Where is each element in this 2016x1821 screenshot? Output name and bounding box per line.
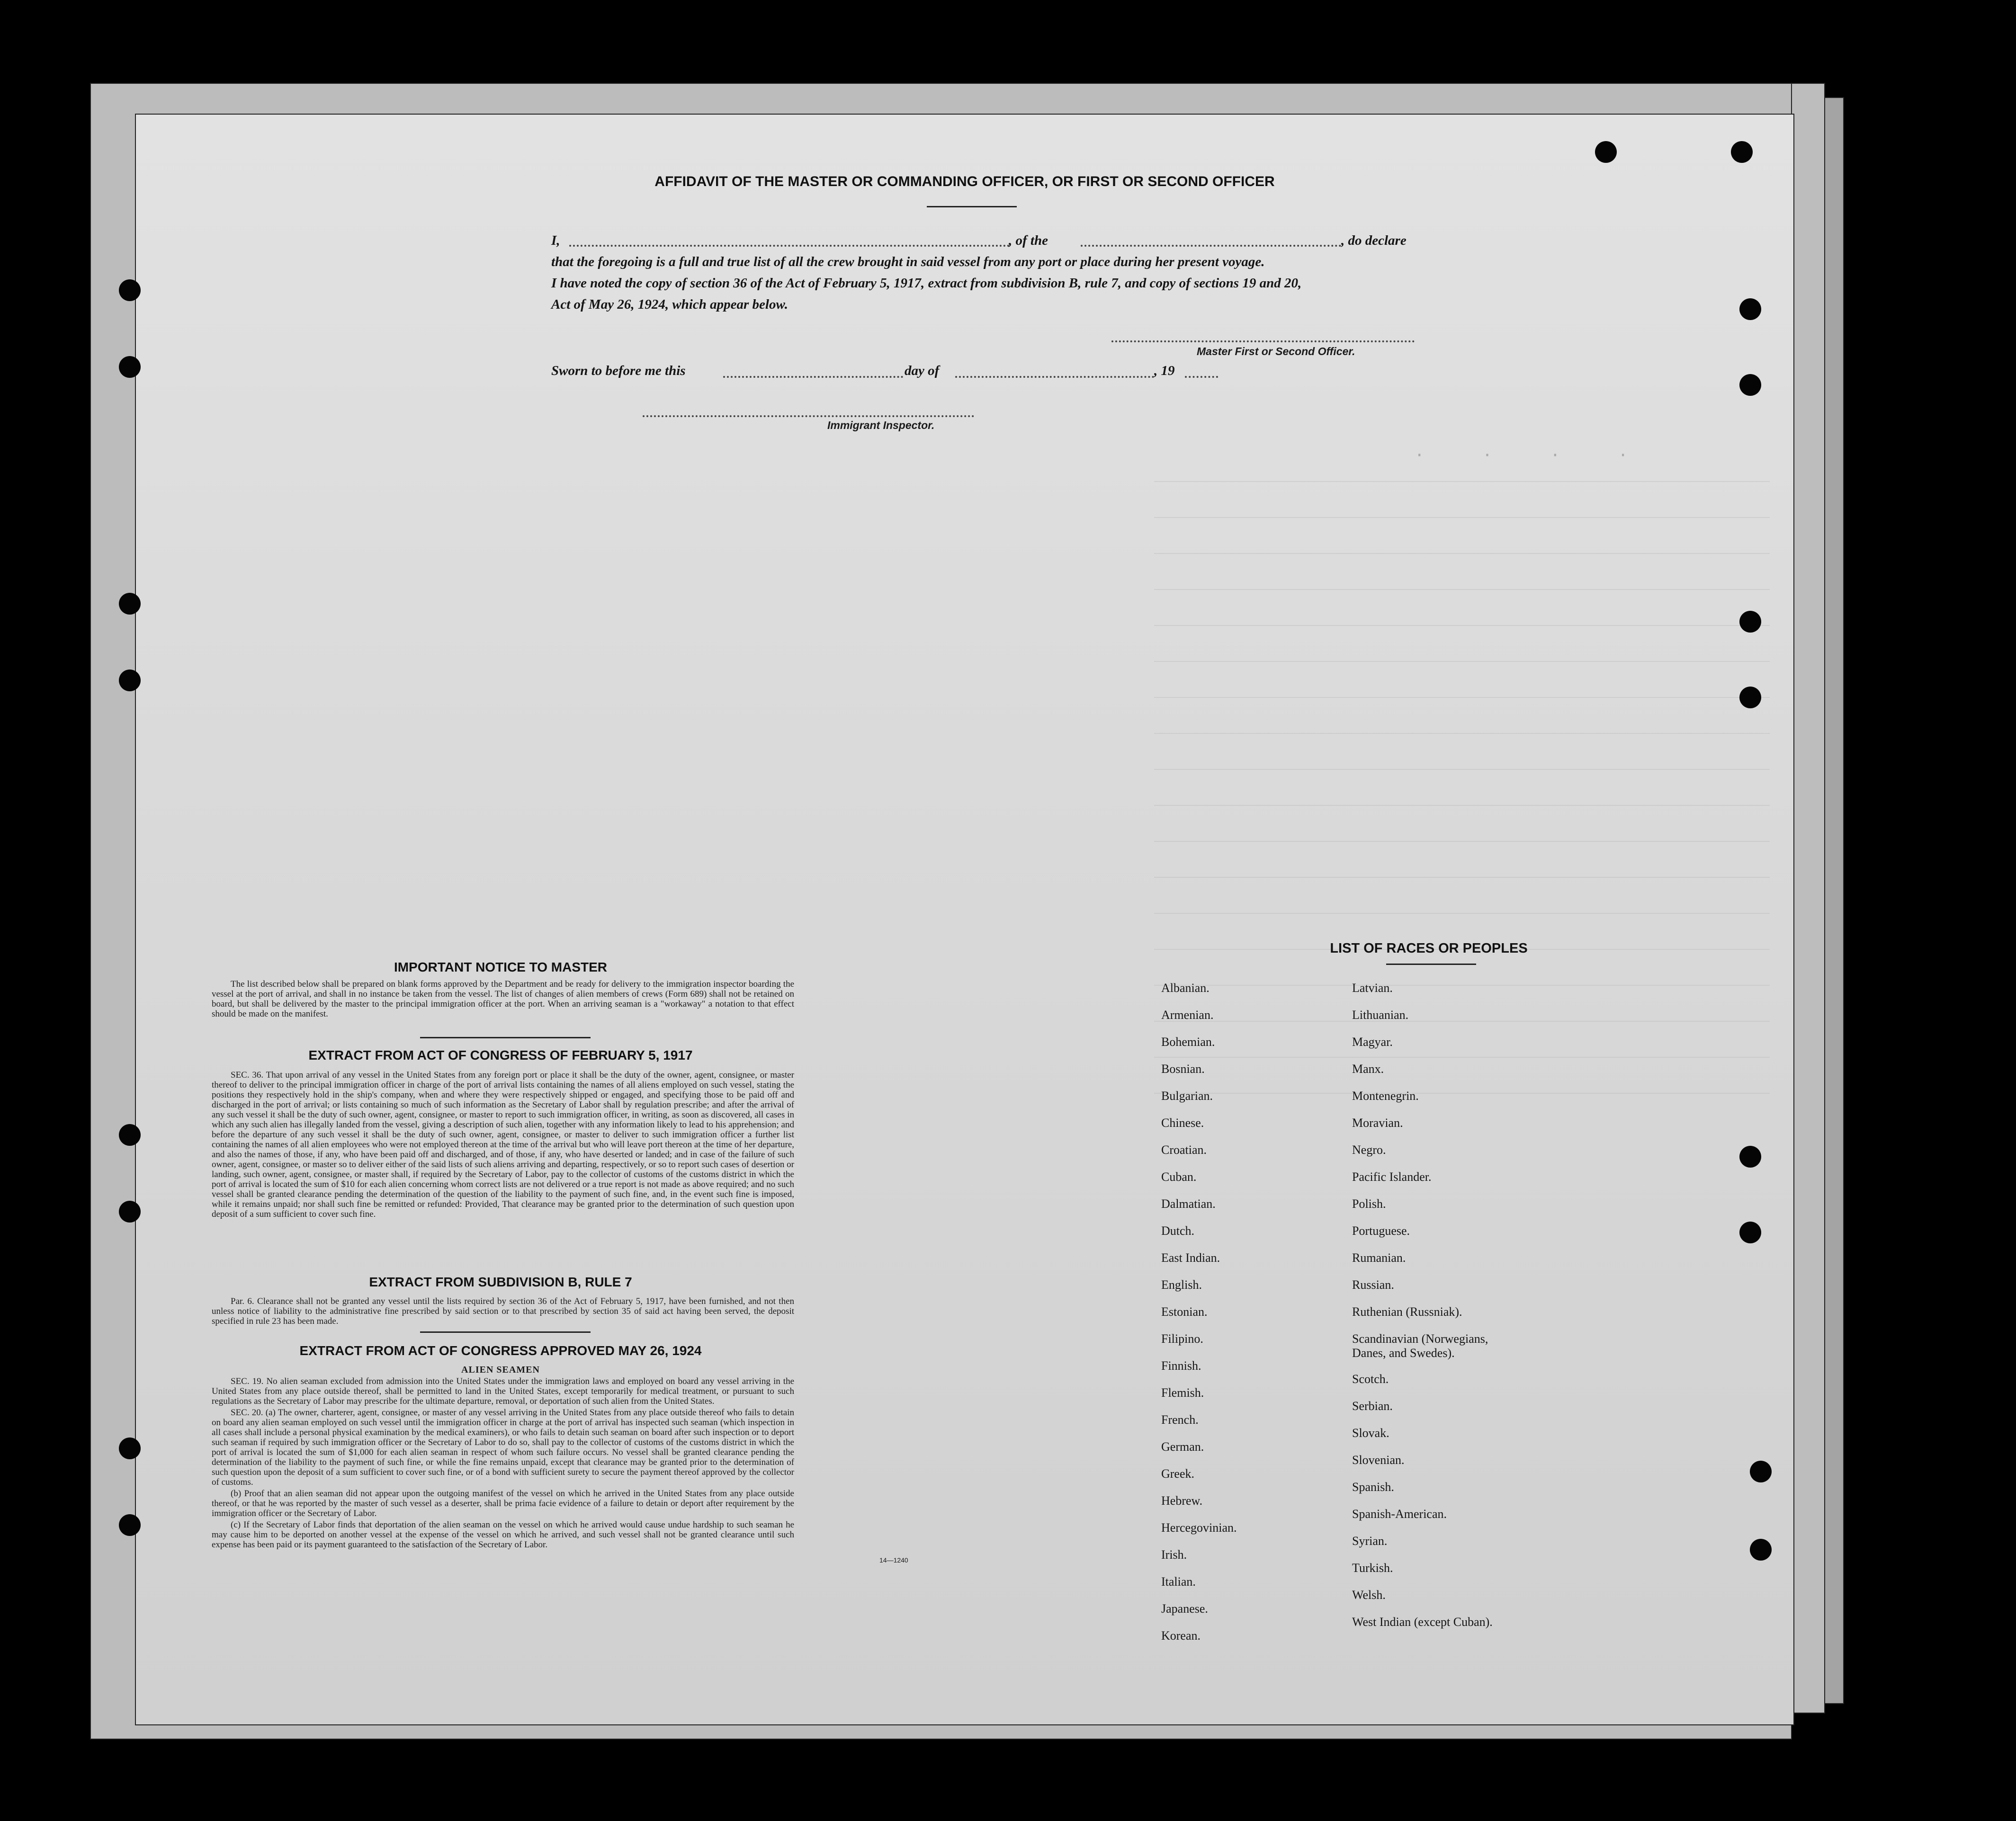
race-item: Japanese. <box>1161 1602 1208 1616</box>
binder-hole <box>1731 141 1753 163</box>
binder-hole <box>1739 611 1761 633</box>
race-item: Dalmatian. <box>1161 1197 1216 1211</box>
race-item: Filipino. <box>1161 1332 1203 1346</box>
race-item: Estonian. <box>1161 1305 1208 1319</box>
affidavit-line-4: Act of May 26, 1924, which appear below. <box>551 297 788 312</box>
race-item: Slovak. <box>1352 1426 1389 1440</box>
divider <box>420 1331 591 1333</box>
binder-hole <box>119 593 141 615</box>
race-item: German. <box>1161 1440 1204 1454</box>
inspector-signature-line[interactable] <box>643 415 974 417</box>
divider <box>420 1037 591 1038</box>
race-item: Polish. <box>1352 1197 1386 1211</box>
race-item: Cuban. <box>1161 1170 1197 1184</box>
affidavit-declare: , do declare <box>1341 233 1407 248</box>
sworn-label: Sworn to before me this <box>551 363 686 378</box>
race-item: Scandinavian (Norwegians, Danes, and Swedes). <box>1352 1332 1488 1360</box>
race-item: Bosnian. <box>1161 1062 1205 1076</box>
race-item: Magyar. <box>1352 1035 1393 1049</box>
affidavit-title: AFFIDAVIT OF THE MASTER OR COMMANDING OFFICER, OR FIRST OR SECOND OFFICER <box>654 174 1275 189</box>
races-right-column <box>1352 981 1523 1642</box>
race-item: Armenian. <box>1161 1008 1214 1022</box>
extract-rule7-title: EXTRACT FROM SUBDIVISION B, RULE 7 <box>369 1275 632 1289</box>
affidavit-line-2: that the foregoing is a full and true list of all the crew brought in said vessel from any port or place during her present voyage. <box>551 254 1265 269</box>
binder-hole <box>119 669 141 691</box>
race-item: Flemish. <box>1161 1386 1204 1400</box>
race-item: Moravian. <box>1352 1116 1403 1130</box>
affidavit-line-3: I have noted the copy of section 36 of the Act of February 5, 1917, extract from subdivision B, rule 7, and copy of sections 19 and 20, <box>551 276 1302 291</box>
race-item: Manx. <box>1352 1062 1384 1076</box>
binder-hole <box>1750 1539 1772 1561</box>
year-label: , 19 <box>1154 363 1175 378</box>
extract-1917-text: SEC. 36. That upon arrival of any vessel in the United States from any foreign port or place it shall be the duty of the owner, agent, consignee, or master thereof to deliver to the principal immigration officer in charge of the port of arrival lists containing the names of all aliens employed on such vessel, stating the positions they respectively hold in the ship's company, when and where they were respectively shipped or engaged, and specifying those to be paid off and discharged in the port of arrival; or lists containing so much of such information as the Secretary of Labor shall by regulation prescribe; and after the arrival of any such vessel it shall be the duty of such owner, agent, consignee, or master to report to such immigration officer, in writing, as soon as discovered, all cases in which any such alien has illegally landed from the vessel, giving a description of such alien, together with any information likely to lead to his apprehension; and before the departure of any such vessel it shall be the duty of such owner, agent, consignee, or master to deliver to such immigration officer a further list containing the names of all alien employees who were not employed thereon at the time of the arrival but who will leave port thereon at the time of her departure, and also the names of those, if any, who have been paid off and discharged, and of those, if any, who have deserted or landed; and in case of the failure of such owner, agent, consignee, or master so to deliver either of the said lists of such aliens arriving and departing, respectively, or so to report such cases of desertion or landing, such owner, agent, consignee, or master shall, if required by the Secretary of Labor, pay to the collector of customs of the customs district in which the port of arrival is located the sum of $10 for each alien concerning whom correct lists are not delivered or a true report is not made as above required; and no such vessel shall be granted clearance pending the determination of the question of the liability to the payment of such fine, and, in the event such fine is imposed, while it remains unpaid; nor shall such fine be remitted or refunded: Provided, That clearance may be granted prior to the determination of such question upon deposit of a sum sufficient to cover such fine. <box>212 1070 794 1219</box>
race-item: Irish. <box>1161 1548 1187 1562</box>
affidavit-of-the: , of the <box>1009 233 1048 248</box>
race-item: Serbian. <box>1352 1399 1393 1413</box>
binder-hole <box>119 1201 141 1223</box>
race-item: Bohemian. <box>1161 1035 1215 1049</box>
race-item: Scotch. <box>1352 1372 1389 1386</box>
race-item: Albanian. <box>1161 981 1210 995</box>
race-item: Rumanian. <box>1352 1251 1406 1265</box>
race-item: Finnish. <box>1161 1359 1201 1373</box>
race-item: Ruthenian (Russniak). <box>1352 1305 1462 1319</box>
race-item: English. <box>1161 1278 1202 1292</box>
race-item: Korean. <box>1161 1629 1201 1642</box>
master-signature-line[interactable] <box>1111 340 1415 342</box>
race-item: Montenegrin. <box>1352 1089 1419 1103</box>
race-item: Turkish. <box>1352 1561 1393 1575</box>
binder-hole <box>119 1437 141 1459</box>
notice-title: IMPORTANT NOTICE TO MASTER <box>394 960 608 974</box>
binder-hole <box>1750 1461 1772 1482</box>
race-item: Lithuanian. <box>1352 1008 1409 1022</box>
race-item: Slovenian. <box>1352 1453 1405 1467</box>
races-left-column <box>1161 981 1237 1656</box>
binder-hole <box>119 1514 141 1536</box>
sworn-year-field[interactable] <box>1185 376 1218 378</box>
declarant-name-field[interactable] <box>569 245 1010 247</box>
extract-rule7-text: Par. 6. Clearance shall not be granted any vessel until the lists required by section 36 of the Act of February 5, 1917, have been furnished, and not then unless notice of liability to the administrative fine prescribed by said section or to that prescribed by section 35 of said act having been served, the deposit specified in rule 23 has been made. <box>212 1296 794 1326</box>
title-underline <box>927 206 1017 207</box>
race-item: Syrian. <box>1352 1534 1388 1548</box>
race-item: Greek. <box>1161 1467 1195 1481</box>
sec19-text: SEC. 19. No alien seaman excluded from admission into the United States under the immigration laws and employed on board any vessel arriving in the United States from any place outside thereof, shall be permitted to land in the United States, except temporarily for medical treatment, or pursuant to such regulations as the Secretary of Labor may prescribe for the ultimate departure, removal, or deportation of such alien from the United States. <box>212 1376 794 1406</box>
race-item: Russian. <box>1352 1278 1394 1292</box>
sworn-month-field[interactable] <box>955 376 1154 378</box>
binder-hole <box>1595 141 1617 163</box>
sec20a-text: SEC. 20. (a) The owner, charterer, agent, consignee, or master of any vessel arriving in the United States from any place outside thereof who fails to detain on board any alien seaman employed on such vessel until the immigration officer in charge at the port of arrival has inspected such seaman (which inspection in all cases shall include a personal physical examination by the medical examiners), or who fails to detain such seaman on board after such inspection or to deport such seaman if required by such immigration officer or the Secretary of Labor to do so, shall pay to the collector of customs of the customs district in which the port of arrival is located the sum of $1,000 for each alien seaman in respect of whom such failure occurs. No vessel shall be granted clearance pending the determination of the liability to the payment of such fine, or while the fine remains unpaid, except that clearance may be granted prior to the determination of such question upon the deposit of a sum sufficient to cover such fine, or of a bond with sufficient surety to secure the payment thereof approved by the collector of customs. <box>212 1408 794 1487</box>
form-number: 14—1240 <box>879 1556 908 1564</box>
binder-hole <box>1739 298 1761 320</box>
binder-hole <box>119 356 141 378</box>
race-item: Spanish-American. <box>1352 1507 1447 1521</box>
master-caption: Master First or Second Officer. <box>1197 345 1355 357</box>
races-underline <box>1386 964 1476 965</box>
extract-1924-title: EXTRACT FROM ACT OF CONGRESS APPROVED MAY 26, 1924 <box>299 1343 702 1358</box>
race-item: Welsh. <box>1352 1588 1386 1602</box>
notice-text: The list described below shall be prepared on blank forms approved by the Department and be ready for delivery to the immigration inspector boarding the vessel at the port of arrival, and shall in no instance be taken from the vessel. The list of changes of alien members of crews (Form 689) shall not be retained on board, but shall be delivered by the master to the principal immigration officer at the port. When an arriving seaman is a "workaway" a notation to that effect should be made on the manifest. <box>212 979 794 1019</box>
race-item: Portuguese. <box>1352 1224 1410 1238</box>
binder-hole <box>1739 687 1761 708</box>
race-item: Croatian. <box>1161 1143 1207 1157</box>
race-item: West Indian (except Cuban). <box>1352 1615 1493 1629</box>
binder-hole <box>1739 1222 1761 1243</box>
sec20b-text: (b) Proof that an alien seaman did not appear upon the outgoing manifest of the vessel on which he arrived in the United States from any place outside thereof, or that he was reported by the master of such vessel as a deserter, shall be prima facie evidence of a failure to detain or deport after requirement by the immigration officer or the Secretary of Labor. <box>212 1489 794 1518</box>
affidavit-i: I, <box>551 233 560 248</box>
race-item: Bulgarian. <box>1161 1089 1213 1103</box>
race-item: Hercegovinian. <box>1161 1521 1237 1535</box>
race-item: Negro. <box>1352 1143 1386 1157</box>
extract-1917-title: EXTRACT FROM ACT OF CONGRESS OF FEBRUARY 5, 1917 <box>308 1048 693 1062</box>
binder-hole <box>1739 374 1761 396</box>
race-item: Italian. <box>1161 1575 1196 1589</box>
day-of-label: day of <box>905 363 940 378</box>
binder-hole <box>1739 1146 1761 1168</box>
race-item: East Indian. <box>1161 1251 1220 1265</box>
race-item: Dutch. <box>1161 1224 1195 1238</box>
races-title: LIST OF RACES OR PEOPLES <box>1330 941 1528 956</box>
vessel-name-field[interactable] <box>1081 245 1341 247</box>
alien-seamen-subtitle: ALIEN SEAMEN <box>461 1365 540 1375</box>
affidavit-page: · · · · AFFIDAVIT OF THE MASTER OR COMMANDING OFFICER, OR FIRST OR SECOND OFFICER I, , of the , do declare that the foregoing is a full and true list of all the crew brought in said vessel from any port or place during her present voyage. I have noted the copy of section 36 of the Act of February 5, 1917, extract from subdivision B, rule 7, and copy of sections 19 and 20, Act of May 26, 1924, which appear below. Master First or Second Officer. Sworn to before me this day of , 19 Immigrant Inspector. IMPORTANT NOTICE TO MASTER The list described below shall be prepared on blank forms approved by the Department and be ready for delivery to the immigration inspector boarding the vessel at the port of arrival, and shall in no instance be taken from the vessel. The list of changes of alien members of crews (Form 689) shall not be retained on board, but shall be delivered by the master to the principal immigration officer at the port. When an arriving seaman is a "workaway" a notation to that effect should be made on the manifest. EXTRACT FROM ACT OF CONGRESS OF FEBRUARY 5, 1917 SEC. 36. That upon arrival of any vessel in the United States from any foreign port or place it shall be the duty of the owner, agent, consignee, or master thereof to deliver to the principal immigration officer in charge of the port of arrival lists containing the names of all aliens employed on such vessel, stating the positions they respectively hold in the ship's company, when and where they were respectively shipped or engaged, and specifying those to be paid off and discharged in the port of arrival; or lists containing so much of such information as the Secretary of Labor shall by regulation prescribe; and after the arrival of any such vessel it shall be the duty of such owner, agent, consignee, or master to report to such immigration officer, in writing, as soon as discovered, all cases in which any such alien has illegally landed from the vessel, giving a description of such alien, together with any information likely to lead to his apprehension; and before the departure of any such vessel it shall be the duty of such owner, agent, consignee, or master to deliver to such immigration officer a further list containing the names of all alien employees who were not employed thereon at the time of the arrival but who will leave port thereon at the time of her departure, and also the names of those, if any, who have been paid off and discharged, and of those, if any, who have deserted or landed; and in case of the failure of such owner, agent, consignee, or master so to deliver either of the said lists of such aliens arriving and departing, respectively, or so to report such cases of desertion or landing, such owner, agent, consignee, or master shall, if required by the Secretary of Labor, pay to the collector of customs of the customs district in which the port of arrival is located the sum of $10 for each alien concerning whom correct lists are not delivered or a true report is not made as above required; and no such vessel shall be granted clearance pending the determination of the question of the liability to the payment of such fine, and, in the event such fine is imposed, while it remains unpaid; nor shall such fine be remitted or refunded: Provided, That clearance may be granted prior to the determination of such question upon deposit of a sum sufficient to cover such fine. EXTRACT FROM SUBDIVISION B, RULE 7 Par. 6. Clearance shall not be granted any vessel until the lists required by section 36 of the Act of February 5, 1917, have been furnished, and not then unless notice of liability to the administrative fine prescribed by said section or to that prescribed by section 35 of said act having been served, the deposit specified in rule 23 has been made. EXTRACT FROM ACT OF CONGRESS APPROVED MAY 26, 1924 ALIEN SEAMEN SEC. 19. No alien seaman excluded from admission into the United States under the immigration laws and employed on board any vessel arriving in the United States from any place outside thereof, shall be permitted to land in the United States, except temporarily for medical treatment, or pursuant to such regulations as the Secretary of Labor may prescribe for the ultimate departure, removal, or deportation of such alien from the United States. SEC. 20. (a) The owner, charterer, agent, consignee, or master of any vessel arriving in the United States from any place outside thereof who fails to detain on board any alien seaman employed on such vessel until the immigration officer in charge at the port of arrival has inspected such seaman (which inspection in all cases shall include a personal physical examination by the medical examiners), or who fails to detain such seaman on board after such inspection or to deport such seaman if required by such immigration officer or the Secretary of Labor to do so, shall pay to the collector of customs of the customs district in which the port of arrival is located the sum of $1,000 for each alien seaman in respect of whom such failure occurs. No vessel shall be granted clearance pending the determination of the liability to the payment of such fine, or while the fine remains unpaid, except that clearance may be granted prior to the determination of such question upon the deposit of a sum sufficient to cover such fine, or of a bond with sufficient surety to secure the payment thereof approved by the collector of customs. (b) Proof that an alien seaman did not appear upon the outgoing manifest of the vessel on which he arrived in the United States from any place outside thereof, or that he was reported by the master of such vessel as a deserter, shall be prima facie evidence of a failure to detain or deport after requirement by the immigration officer or the Secretary of Labor. (c) If the Secretary of Labor finds that deportation of the alien seaman on the vessel on which he arrived would cause undue hardship to such seaman he may cause him to be deported on another vessel at the expense of the vessel on which he arrived, and such vessel shall not be granted clearance until such expense has been paid or its payment guaranteed to the satisfaction of the Secretary of Labor. 14—1240 LIST OF RACES OR PEOPLES Albanian. Armenian. Bohemian. Bosnian. Bulgarian. Chinese. Croatian. Cuban. Dalmatian. Dutch. East Indian. English. Estonian. Filipino. Finnish. Flemish. French. German. Greek. Hebrew. Hercegovinian. Irish. Italian. Japanese. Korean. Latvian. Lithuanian. Magyar. Manx. Montenegrin. Moravian. Negro. Pacific Islander. Polish. Portuguese. Rumanian. Russian. Ruthenian (Russniak). Scandinavian (Norwegians, Danes, and Swedes). Scotch. Serbian. Slovak. Slovenian. Spanish. Spanish-American. Syrian. Turkish. Welsh. West Indian (except Cuban). <box>135 114 1794 1725</box>
inspector-caption: Immigrant Inspector. <box>827 419 935 431</box>
race-item: Pacific Islander. <box>1352 1170 1432 1184</box>
race-item: Spanish. <box>1352 1480 1394 1494</box>
race-item: French. <box>1161 1413 1199 1427</box>
binder-hole <box>119 279 141 301</box>
race-item: Latvian. <box>1352 981 1393 995</box>
sworn-date-field[interactable] <box>723 376 903 378</box>
race-item: Hebrew. <box>1161 1494 1203 1508</box>
sec20c-text: (c) If the Secretary of Labor finds that deportation of the alien seaman on the vessel on which he arrived would cause undue hardship to such seaman he may cause him to be deported on another vessel at the expense of the vessel on which he arrived, and such vessel shall not be granted clearance until such expense has been paid or its payment guaranteed to the satisfaction of the Secretary of Labor. <box>212 1520 794 1550</box>
race-item: Chinese. <box>1161 1116 1204 1130</box>
binder-hole <box>119 1124 141 1146</box>
